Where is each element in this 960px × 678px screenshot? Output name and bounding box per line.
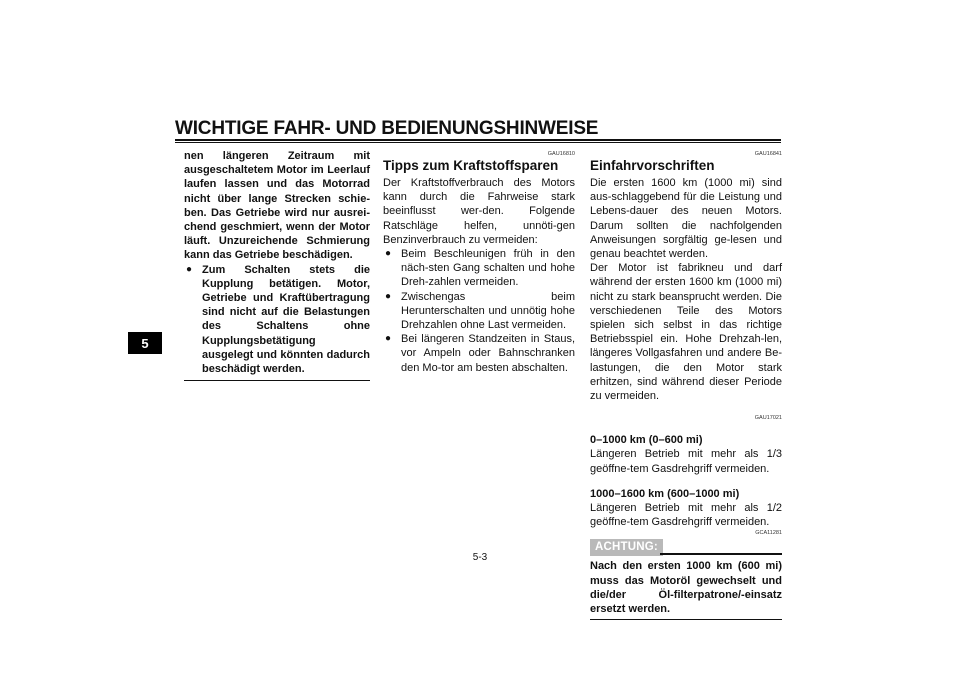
section-heading-fuel-saving: Tipps zum Kraftstoffsparen bbox=[383, 158, 559, 173]
list-item-text: Beim Beschleunigen früh in den näch-sten Gang schalten und hohe Dreh-zahlen vermeiden. bbox=[401, 248, 575, 289]
reference-code: GAU16810 bbox=[547, 151, 575, 157]
column-right bbox=[590, 150, 782, 620]
bullet-icon: ● bbox=[385, 333, 392, 345]
tips-list bbox=[383, 247, 575, 375]
subheading: 0–1000 km (0–600 mi) bbox=[590, 434, 703, 447]
bullet-icon: ● bbox=[385, 290, 392, 302]
section-heading-break-in: Einfahrvorschriften bbox=[590, 158, 715, 173]
reference-code: GAU17021 bbox=[754, 415, 782, 422]
subheading: 1000–1600 km (600–1000 mi) bbox=[590, 487, 740, 500]
chapter-tab: 5 bbox=[128, 332, 162, 354]
spacer bbox=[590, 403, 782, 414]
paragraph: Längeren Betrieb mit mehr als 1/3 geöffne-tem Gasdrehgriff vermeiden. bbox=[590, 448, 782, 475]
warning-text: Nach den ersten 1000 km (600 mi) muss das Motoröl gewechselt und die/der Öl-filterpatrone/-einsatz ersetzt werden. bbox=[590, 559, 782, 620]
list-item-text: Zum Schalten stets die Kupplung betätigen. Motor, Getriebe und Kraftübertragung sind nicht auf die Belastungen des Schaltens ohne Kupplungsbetätigung ausgelegt und könnten dadurch beschädigt werden. bbox=[202, 263, 370, 376]
reference-code: GAU16841 bbox=[754, 151, 782, 157]
title-rule-thin bbox=[175, 142, 781, 143]
paragraph: Die ersten 1600 km (1000 mi) sind aus-schlaggebend für die Leistung und Lebens-dauer des neuen Motors. Darum sollten die nachfolgenden Anweisungen sorgfältig ge-lesen und genau beachtet werden. bbox=[590, 177, 782, 261]
title-rule bbox=[175, 139, 781, 141]
list-item bbox=[184, 263, 370, 377]
bullet-icon: ● bbox=[385, 248, 392, 260]
page-title: WICHTIGE FAHR- UND BEDIENUNGSHINWEISE bbox=[175, 118, 599, 139]
intro-paragraph: Der Kraftstoffverbrauch des Motors kann durch die Fahrweise stark beeinflusst wer-den. Folgende Ratschläge helfen, unnöti-gen Benzinverbrauch zu vermeiden: bbox=[383, 177, 575, 246]
list-item-text: Zwischengas beim Herunterschalten und unnötig hohe Drehzahlen ohne Last vermeiden. bbox=[401, 290, 575, 332]
list-item bbox=[383, 290, 575, 333]
paragraph: Längeren Betrieb mit mehr als 1/2 geöffne-tem Gasdrehgriff vermeiden. bbox=[590, 502, 782, 529]
continued-paragraph: nen längeren Zeitraum mit ausgeschaltetem Motor im Leerlauf laufen lassen und das Motorrad nicht über lange Strecken schie-ben. Das Getriebe wird nur ausrei-chend geschmiert, wenn der Motor läuft. Unzureichende Schmierung kann das Getriebe beschädigen. bbox=[184, 150, 370, 262]
page-number: 5-3 bbox=[472, 552, 488, 563]
column-middle bbox=[383, 150, 575, 375]
bullet-list bbox=[184, 263, 370, 377]
list-item bbox=[383, 247, 575, 290]
list-item bbox=[383, 332, 575, 375]
paragraph: Der Motor ist fabrikneu und darf während der ersten 1600 km (1000 mi) nicht zu stark beansprucht werden. Die verschiedenen Teile des Motors spielen sich selbst in das richtige Betriebsspiel ein. Hohe Drehzah-len, längeres Vollgasfahren und andere Be-lastungen, die den Motor stark erhitzen, sind während dieser Periode zu vermeiden. bbox=[590, 262, 782, 403]
bullet-icon: ● bbox=[186, 263, 193, 275]
warning-badge: ACHTUNG: bbox=[590, 539, 663, 555]
reference-code: GCA11281 bbox=[755, 530, 782, 537]
spacer bbox=[590, 422, 782, 433]
list-item-text: Bei längeren Standzeiten in Staus, vor Ampeln oder Bahnschranken den Mo-tor am besten abschalten. bbox=[401, 333, 575, 374]
spacer bbox=[590, 476, 782, 487]
column-left bbox=[184, 149, 370, 381]
